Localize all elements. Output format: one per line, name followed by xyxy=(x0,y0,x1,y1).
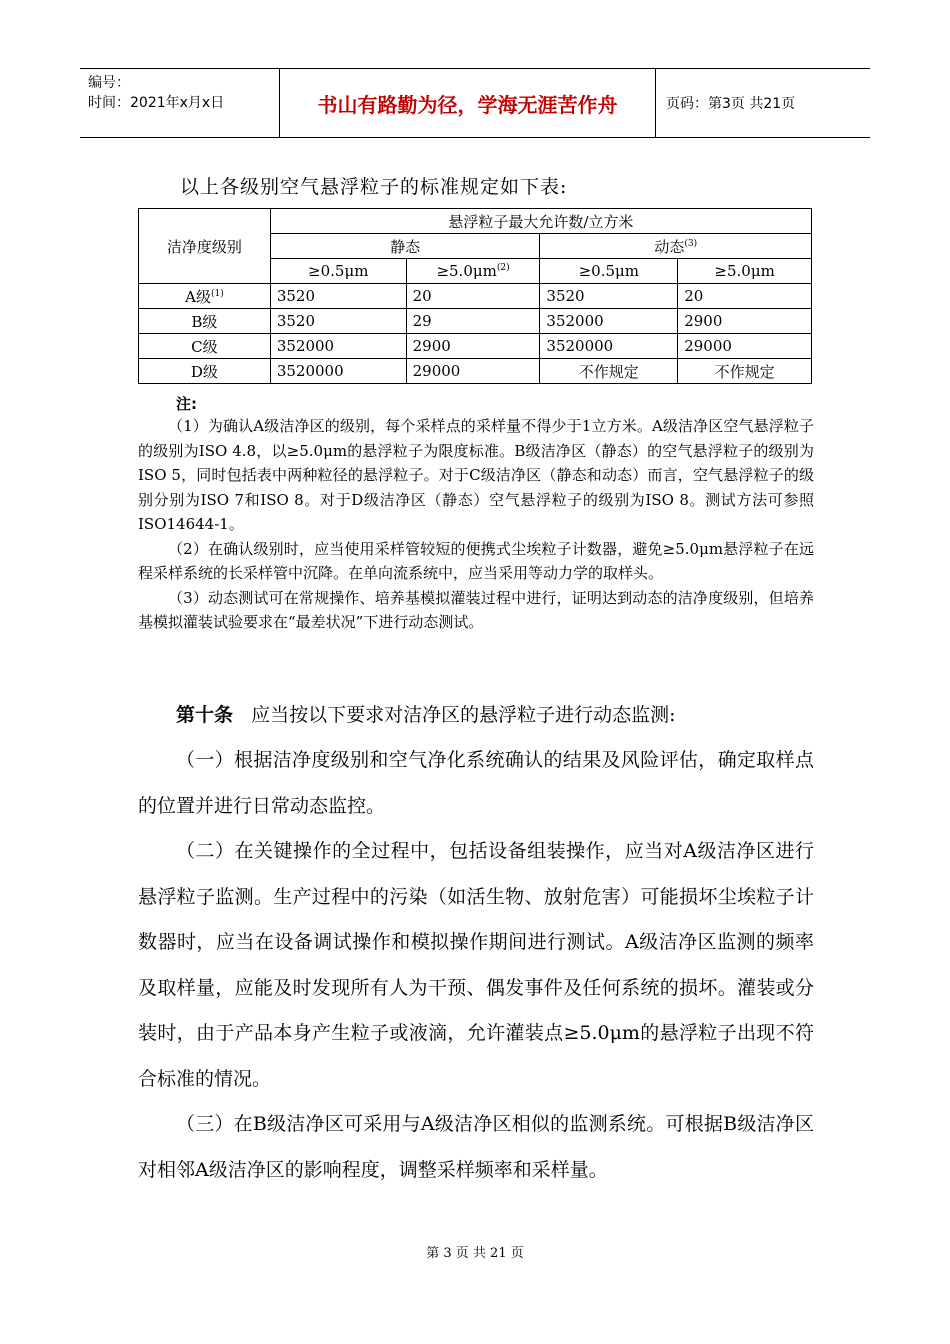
max-count-header: 悬浮粒子最大允许数/立方米 xyxy=(270,209,811,234)
col-static-50: $\ge 5.0\mu m^{(2)}$ xyxy=(406,259,540,284)
table-intro: 以上各级别空气悬浮粒子的标准规定如下表: xyxy=(180,176,568,198)
value-cell: 3520000 xyxy=(270,359,406,384)
grade-header: 洁净度级别 xyxy=(139,209,271,284)
grade-cell: D级 xyxy=(139,359,271,384)
col-dynamic-05: ≥0.5μm xyxy=(540,259,678,284)
dynamic-header: 动态$^{(3)}$ xyxy=(540,234,812,259)
value-cell: 20 xyxy=(406,284,540,309)
grade-cell: A级$^{(1)}$ xyxy=(139,284,271,309)
value-cell: 3520 xyxy=(270,284,406,309)
col-dynamic-50: ≥5.0μm xyxy=(678,259,812,284)
value-cell: 2900 xyxy=(406,334,540,359)
header-meta xyxy=(80,69,280,137)
value-cell: 3520000 xyxy=(540,334,678,359)
document-date: 时间：2021年x月x日 xyxy=(88,95,225,111)
table-row xyxy=(139,334,812,359)
article-lead: 应当按以下要求对洁净区的悬浮粒子进行动态监测: xyxy=(251,704,676,726)
article-number: 第十条 xyxy=(176,704,234,726)
value-cell: 29000 xyxy=(406,359,540,384)
table-row xyxy=(139,284,812,309)
note-3: （3）动态测试可在常规操作、培养基模拟灌装过程中进行，证明达到动态的洁净度级别，但培养基模拟灌装试验要求在“最差状况”下进行动态测试。 xyxy=(138,588,814,631)
table-row xyxy=(139,359,812,384)
value-cell: 不作规定 xyxy=(678,359,812,384)
value-cell: 不作规定 xyxy=(540,359,678,384)
notes-block xyxy=(138,414,814,635)
document-number: 编号： xyxy=(88,75,130,91)
col-static-05: ≥0.5μm xyxy=(270,259,406,284)
particle-standard-table xyxy=(138,208,812,384)
article-heading xyxy=(138,702,814,729)
value-cell: 29 xyxy=(406,309,540,334)
notes-title: 注: xyxy=(176,395,197,413)
header-motto: 书山有路勤为径，学海无涯苦作舟 xyxy=(280,69,656,137)
value-cell: 2900 xyxy=(678,309,812,334)
article-paragraph-2: （二）在关键操作的全过程中，包括设备组装操作，应当对A级洁净区进行悬浮粒子监测。生产过程中的污染（如活生物、放射危害）可能损坏尘埃粒子计数器时，应当在设备调试操作和模拟操作期间进行测试。A级洁净区监测的频率及取样量，应能及时发现所有人为干预、偶发事件及任何系统的损坏。灌装或分装时，由于产品本身产生粒子或液滴，允许灌装点≥5.0μm的悬浮粒子出现不符合标准的情况。 xyxy=(138,840,814,1090)
value-cell: 20 xyxy=(678,284,812,309)
page-footer: 第 3 页 共 21 页 xyxy=(426,1246,524,1261)
grade-cell: B级 xyxy=(139,309,271,334)
value-cell: 3520 xyxy=(270,309,406,334)
static-header: 静态 xyxy=(270,234,540,259)
note-1: （1）为确认A级洁净区的级别，每个采样点的采样量不得少于1立方米。A级洁净区空气悬浮粒子的级别为ISO 4.8，以≥5.0μm的悬浮粒子为限度标准。B级洁净区（静态）的空气悬浮粒子的级别为ISO 5，同时包括表中两种粒径的悬浮粒子。对于C级洁净区（静态和动态）而言，空气悬浮粒子的级别分别为ISO 7和ISO 8。对于D级洁净区（静态）空气悬浮粒子的级别为ISO 8。测试方法可参照ISO14644-1。 xyxy=(138,417,814,533)
value-cell: 3520 xyxy=(540,284,678,309)
value-cell: 352000 xyxy=(270,334,406,359)
note-2: （2）在确认级别时，应当使用采样管较短的便携式尘埃粒子计数器，避免≥5.0μm悬浮粒子在远程采样系统的长采样管中沉降。在单向流系统中，应当采用等动力学的取样头。 xyxy=(138,539,814,582)
header-page-info: 页码：第3页 共21页 xyxy=(666,96,796,112)
article-body xyxy=(138,738,814,1193)
article-paragraph-1: （一）根据洁净度级别和空气净化系统确认的结果及风险评估，确定取样点的位置并进行日常动态监控。 xyxy=(138,749,814,817)
table-row xyxy=(139,309,812,334)
value-cell: 29000 xyxy=(678,334,812,359)
value-cell: 352000 xyxy=(540,309,678,334)
article-paragraph-3: （三）在B级洁净区可采用与A级洁净区相似的监测系统。可根据B级洁净区对相邻A级洁净区的影响程度，调整采样频率和采样量。 xyxy=(138,1113,814,1181)
page-header xyxy=(80,68,870,138)
grade-cell: C级 xyxy=(139,334,271,359)
